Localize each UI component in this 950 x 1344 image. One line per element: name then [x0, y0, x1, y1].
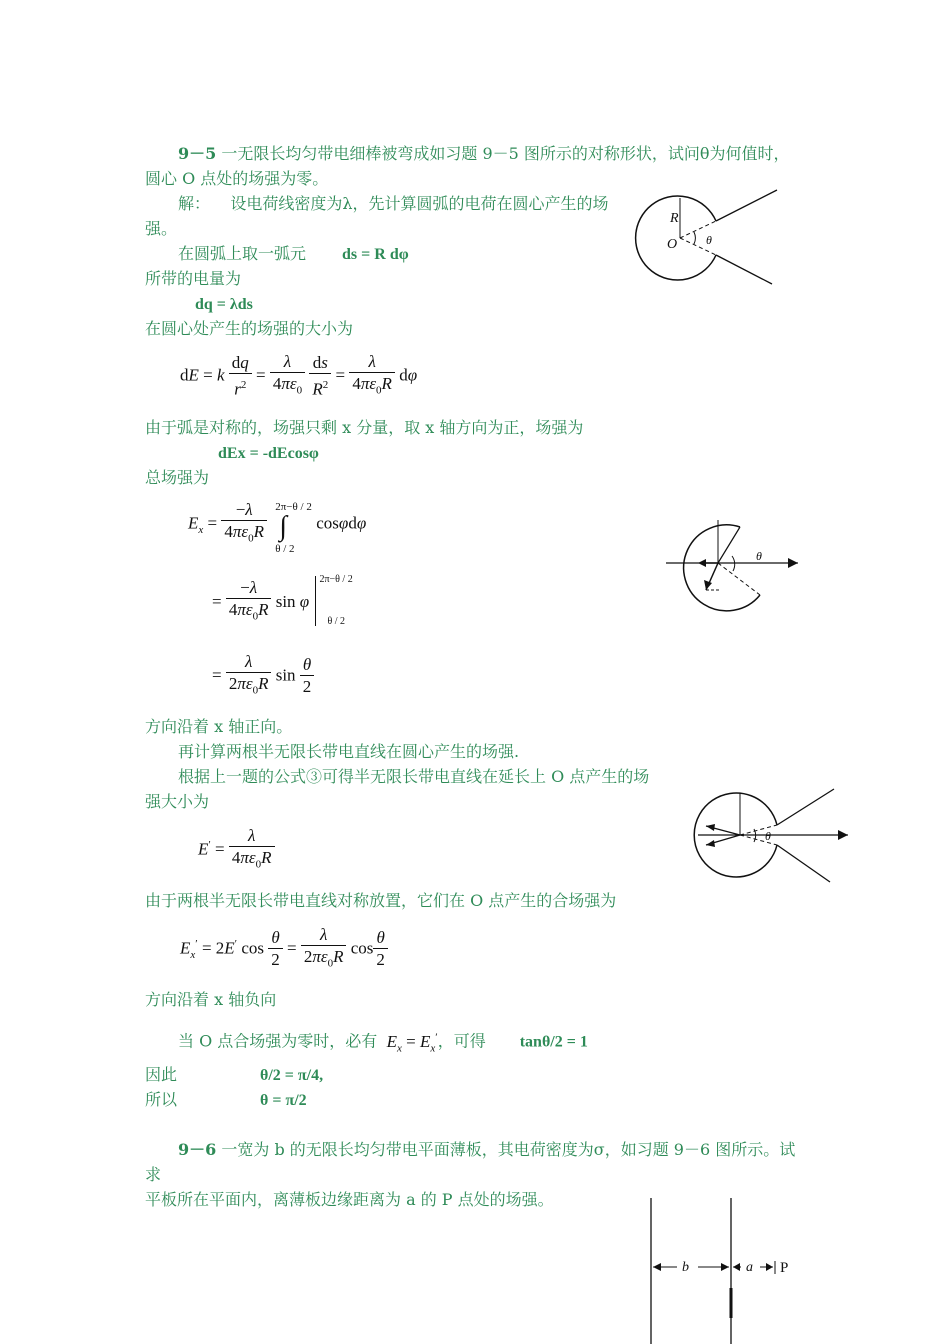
- hence-label: 因此: [145, 1065, 178, 1084]
- zero-condition: 当 O 点合场强为零时，必有 $E_x = E_x'$，可得 tanθ/2 = 1: [178, 1031, 588, 1055]
- problem-9-6-line2: 求: [145, 1165, 162, 1184]
- problem-text-2: 一宽为 b 的无限长均匀带电平面薄板，其电荷密度为σ，如习题 9－6 图所示。试: [221, 1140, 796, 1159]
- symmetry-text: 由于弧是对称的，场强只剩 x 分量，取 x 轴方向为正，场强为: [145, 418, 584, 437]
- ex-prime-equation: $E_x' = 2E'$ cos $\frac{\theta}{2}$ = $\frac{\lambda}{2\pi\varepsilon_0R}$ cos $\frac{\theta}{2}$: [180, 925, 388, 974]
- so-value-text: θ = π/2: [260, 1092, 307, 1109]
- total-text: 总场强为: [145, 468, 210, 487]
- ex-step2: = $\frac{-\lambda}{4\pi\varepsilon_0R}$ sin φ 2π−θ / 2 θ / 2: [212, 574, 353, 627]
- problem-9-6-line3: 平板所在平面内，离薄板边缘距离为 a 的 P 点处的场强。: [145, 1190, 554, 1209]
- next-text: 再计算两根半无限长带电直线在圆心产生的场强.: [178, 742, 520, 761]
- prev-text: 根据上一题的公式③可得半无限长带电直线在延长上 O 点产生的场: [178, 767, 650, 786]
- de-equation: dE = k $\frac{dq}{r^2}$ = $\frac{\lambda}{4\pi\varepsilon_0}$ $\frac{ds}{R^2}$ = $\frac{\lambda}{4\pi\varepsilon_0R}$ dφ: [180, 352, 418, 399]
- figure2-label-theta: θ: [756, 549, 762, 563]
- problem-text: 一无限长均匀带电细棒被弯成如习题 9－5 图所示的对称形状，试问θ为何值时，: [221, 144, 790, 163]
- so-label: 所以: [145, 1090, 178, 1109]
- arc-element-label: 在圆弧上取一弧元: [178, 244, 307, 263]
- ex-integral: $E_x$ = $\frac{-\lambda}{4\pi\varepsilon_0R}$ 2π−θ / 2 ∫ θ / 2 cosφdφ: [188, 500, 367, 555]
- figure3-label-theta: θ: [765, 829, 771, 843]
- figure4-label-p: P: [780, 1260, 789, 1276]
- field-text: 在圆心处产生的场强的大小为: [145, 319, 354, 338]
- tan-result: tanθ/2 = 1: [519, 1033, 588, 1051]
- two-lines-text: 由于两根半无限长带电直线对称放置，它们在 O 点产生的合场强为: [145, 891, 617, 910]
- e-prime-equation: E′ = $\frac{\lambda}{4\pi\varepsilon_0R}$: [198, 826, 275, 875]
- charge-formula-value: dq = λds: [195, 296, 253, 313]
- solution-text: 设电荷线密度为λ，先计算圆弧的电荷在圆心产生的场: [230, 194, 609, 213]
- figure4-label-b: b: [682, 1260, 689, 1275]
- arc-formula: ds = R dφ: [342, 246, 409, 263]
- figure-label-o: O: [667, 237, 678, 252]
- hence-value-text: θ/2 = π/4,: [260, 1067, 324, 1084]
- prev-text2: 强大小为: [145, 792, 210, 811]
- direction-positive: 方向沿着 x 轴正向。: [145, 717, 293, 736]
- ex-step3: = $\frac{\lambda}{2\pi\varepsilon_0R}$ sin $\frac{\theta}{2}$: [212, 652, 314, 701]
- figure-label-theta: θ: [706, 233, 712, 247]
- figure-label-r: R: [670, 211, 679, 226]
- charge-text: 所带的电量为: [145, 269, 242, 288]
- figure4-label-a: a: [746, 1260, 753, 1275]
- dex-formula-value: dEx = -dEcosφ: [218, 445, 319, 462]
- solution-label: 解：: [178, 194, 211, 213]
- problem-9-5-line2: 圆心 O 点处的场强为零。: [145, 169, 329, 188]
- problem-number-2: 9－6: [178, 1140, 217, 1159]
- direction-negative: 方向沿着 x 轴负向: [145, 990, 277, 1009]
- zero-text2: ，可得: [437, 1031, 486, 1051]
- zero-text: 当 O 点合场强为零时，必有: [178, 1031, 378, 1051]
- solution-line2: 强。: [145, 219, 178, 238]
- problem-number: 9－5: [178, 144, 217, 163]
